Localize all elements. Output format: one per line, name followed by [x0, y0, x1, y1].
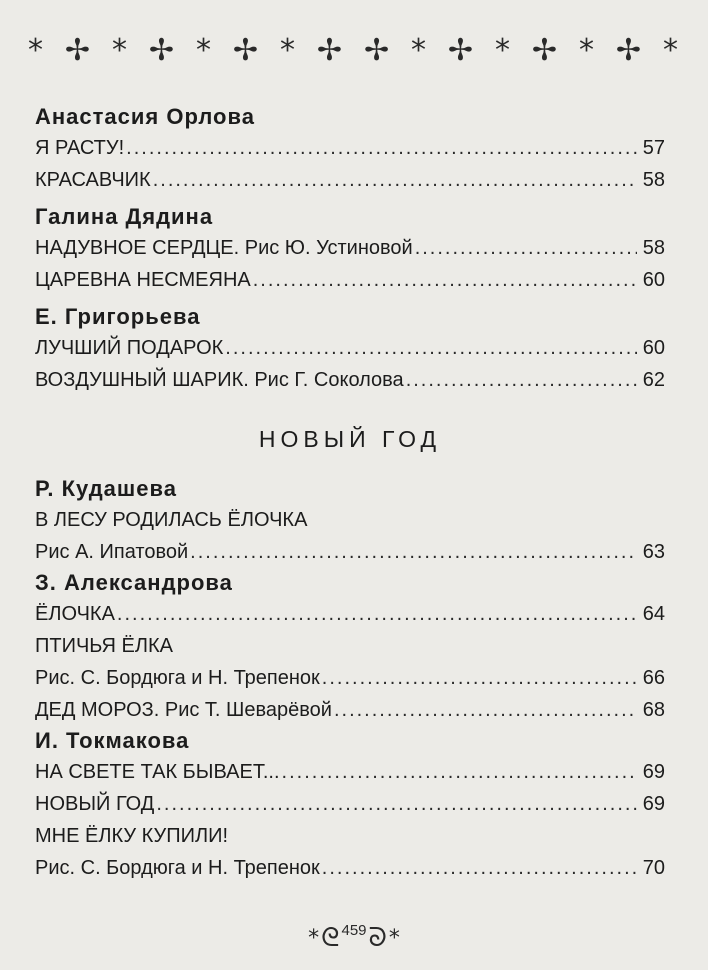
page-number: 459	[341, 921, 367, 939]
star-ornament: *	[111, 32, 127, 68]
toc-entry[interactable]	[35, 662, 665, 694]
dot-leader	[190, 536, 637, 568]
dot-leader	[156, 788, 637, 820]
entry-title: КРАСАВЧИК	[35, 169, 151, 191]
entry-title: НАДУВНОЕ СЕРДЦЕ. Рис Ю. Устиновой	[35, 237, 413, 259]
entry-title: НОВЫЙ ГОД	[35, 793, 155, 815]
star-ornament: *	[308, 925, 320, 951]
toc-entry[interactable]	[35, 630, 665, 662]
entry-title: МНЕ ЁЛКУ КУПИЛИ!	[35, 825, 228, 847]
entry-page-number: 68	[642, 699, 665, 721]
star-ornament: *	[578, 32, 594, 68]
toc-entry[interactable]	[35, 164, 665, 196]
star-ornament: *	[388, 925, 400, 951]
star-ornament: *	[494, 32, 510, 68]
entry-page-number: 69	[642, 761, 665, 783]
star-ornament: ✢	[316, 32, 343, 68]
entry-page-number: 64	[642, 603, 665, 625]
curl-ornament-icon: ᘐ	[368, 922, 387, 953]
star-ornament: ✢	[363, 32, 390, 68]
dot-leader	[406, 364, 637, 396]
star-ornament: *	[411, 32, 426, 68]
curl-ornament-icon: ᘓ	[321, 922, 340, 953]
entry-title: ВОЗДУШНЫЙ ШАРИК. Рис Г. Соколова	[35, 369, 404, 391]
entry-title: ЦАРЕВНА НЕСМЕЯНА	[35, 269, 251, 291]
toc-entry[interactable]	[35, 132, 665, 164]
dot-leader	[253, 264, 637, 296]
star-ornament: *	[195, 32, 211, 68]
entry-title: Рис. С. Бордюга и Н. Трепенок	[35, 667, 320, 689]
star-ornament: ✢	[615, 32, 642, 68]
dot-leader	[126, 132, 637, 164]
entry-page-number: 60	[642, 337, 665, 359]
entry-title: НА СВЕТЕ ТАК БЫВАЕТ...	[35, 761, 280, 783]
entry-page-number: 60	[642, 269, 665, 291]
entry-page-number: 62	[642, 369, 665, 391]
toc-entry[interactable]	[35, 504, 665, 536]
entry-title: В ЛЕСУ РОДИЛАСЬ ЁЛОЧКА	[35, 509, 308, 531]
toc-entry[interactable]	[35, 598, 665, 630]
star-ornament: ✢	[148, 32, 175, 68]
entry-title: ЁЛОЧКА	[35, 603, 115, 625]
dot-leader	[153, 164, 637, 196]
dot-leader	[225, 332, 637, 364]
author-name: З. Александрова	[35, 570, 233, 595]
dot-leader	[117, 598, 637, 630]
dot-leader	[322, 662, 637, 694]
toc-entry[interactable]	[35, 756, 665, 788]
entry-page-number: 63	[642, 541, 665, 563]
dot-leader	[282, 756, 637, 788]
entry-page-number: 70	[642, 857, 665, 879]
entry-page-number: 58	[642, 237, 665, 259]
toc-entry[interactable]	[35, 694, 665, 726]
star-ornament: ✢	[232, 32, 259, 68]
entry-title: Я РАСТУ!	[35, 137, 125, 159]
dot-leader	[415, 232, 637, 264]
author-name: Галина Дядина	[35, 204, 214, 229]
entry-page-number: 69	[642, 793, 665, 815]
star-ornament: *	[28, 32, 43, 68]
star-ornament: ✢	[531, 32, 558, 68]
toc-entry[interactable]	[35, 852, 665, 884]
author-name: Е. Григорьева	[35, 304, 201, 329]
page-footer-ornament	[0, 918, 708, 958]
author-name: И. Токмакова	[35, 728, 190, 753]
toc-entry[interactable]	[35, 364, 665, 396]
star-ornament: ✢	[64, 32, 91, 68]
toc-entry[interactable]	[35, 332, 665, 364]
toc-entry[interactable]	[35, 232, 665, 264]
top-ornament-border	[28, 28, 678, 72]
entry-title: ДЕД МОРОЗ. Рис Т. Шеварёвой	[35, 699, 332, 721]
toc-entry[interactable]	[35, 820, 665, 852]
entry-title: Рис. С. Бордюга и Н. Трепенок	[35, 857, 320, 879]
dot-leader	[322, 852, 637, 884]
entry-page-number: 57	[642, 137, 665, 159]
star-ornament: ✢	[447, 32, 474, 68]
toc-entry[interactable]	[35, 788, 665, 820]
section-heading: НОВЫЙ ГОД	[258, 426, 442, 452]
entry-page-number: 66	[642, 667, 665, 689]
table-of-contents	[35, 102, 665, 884]
entry-page-number: 58	[642, 169, 665, 191]
star-ornament: *	[662, 32, 678, 68]
author-name: Анастасия Орлова	[35, 104, 255, 129]
entry-title: ПТИЧЬЯ ЁЛКА	[35, 635, 173, 657]
author-name: Р. Кудашева	[35, 476, 177, 501]
star-ornament: *	[279, 32, 295, 68]
toc-entry[interactable]	[35, 536, 665, 568]
dot-leader	[334, 694, 637, 726]
toc-entry[interactable]	[35, 264, 665, 296]
entry-title: Рис А. Ипатовой	[35, 541, 189, 563]
entry-title: ЛУЧШИЙ ПОДАРОК	[35, 337, 224, 359]
